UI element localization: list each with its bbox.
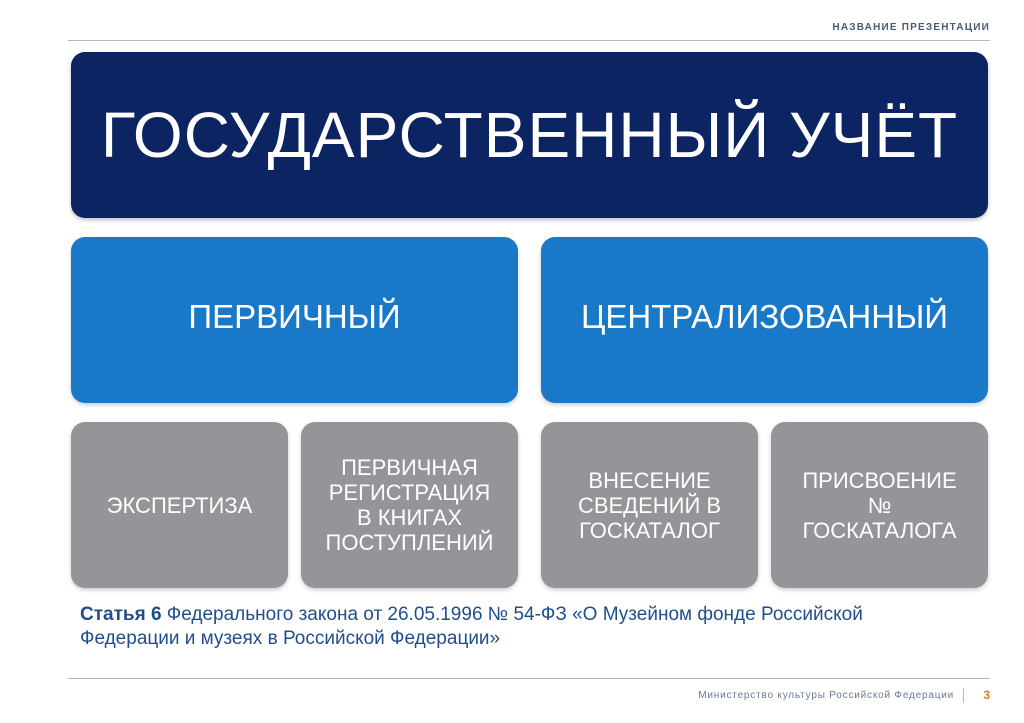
footer-separator xyxy=(963,688,964,703)
footer-organization: Министерство культуры Российской Федерации xyxy=(698,690,954,701)
step-expertise-label: ЭКСПЕРТИЗА xyxy=(106,492,253,518)
category-centralized-label: ЦЕНТРАЛИЗОВАННЫЙ xyxy=(580,298,949,335)
step-catalog-entry-label: ВНЕСЕНИЕ СВЕДЕНИЙ В ГОСКАТАЛОГ xyxy=(577,467,722,543)
header-divider xyxy=(68,40,990,41)
category-primary-label: ПЕРВИЧНЫЙ xyxy=(188,298,401,335)
step-catalog-number-label: ПРИСВОЕНИЕ № ГОСКАТАЛОГА xyxy=(802,467,957,543)
step-catalog-entry-box xyxy=(541,422,758,588)
presentation-title: НАЗВАНИЕ ПРЕЗЕНТАЦИИ xyxy=(832,22,990,33)
step-registration-box xyxy=(301,422,518,588)
slide-title-box xyxy=(71,52,988,218)
step-expertise-box xyxy=(71,422,288,588)
citation-article: Статья 6 xyxy=(80,604,162,625)
step-registration-label: ПЕРВИЧНАЯ РЕГИСТРАЦИЯ В КНИГАХ ПОСТУПЛЕНИЙ xyxy=(325,455,494,555)
slide-title: ГОСУДАРСТВЕННЫЙ УЧЁТ xyxy=(100,99,959,171)
category-centralized-box xyxy=(541,237,988,403)
law-citation xyxy=(80,603,960,651)
step-catalog-number-box xyxy=(771,422,988,588)
citation-text: Федерального закона от 26.05.1996 № 54-ФЗ «О Музейном фонде Российской Федерации и музеях в Российской Федерации» xyxy=(80,604,863,649)
page-number: 3 xyxy=(983,688,990,702)
category-primary-box xyxy=(71,237,518,403)
footer-divider xyxy=(68,678,990,679)
